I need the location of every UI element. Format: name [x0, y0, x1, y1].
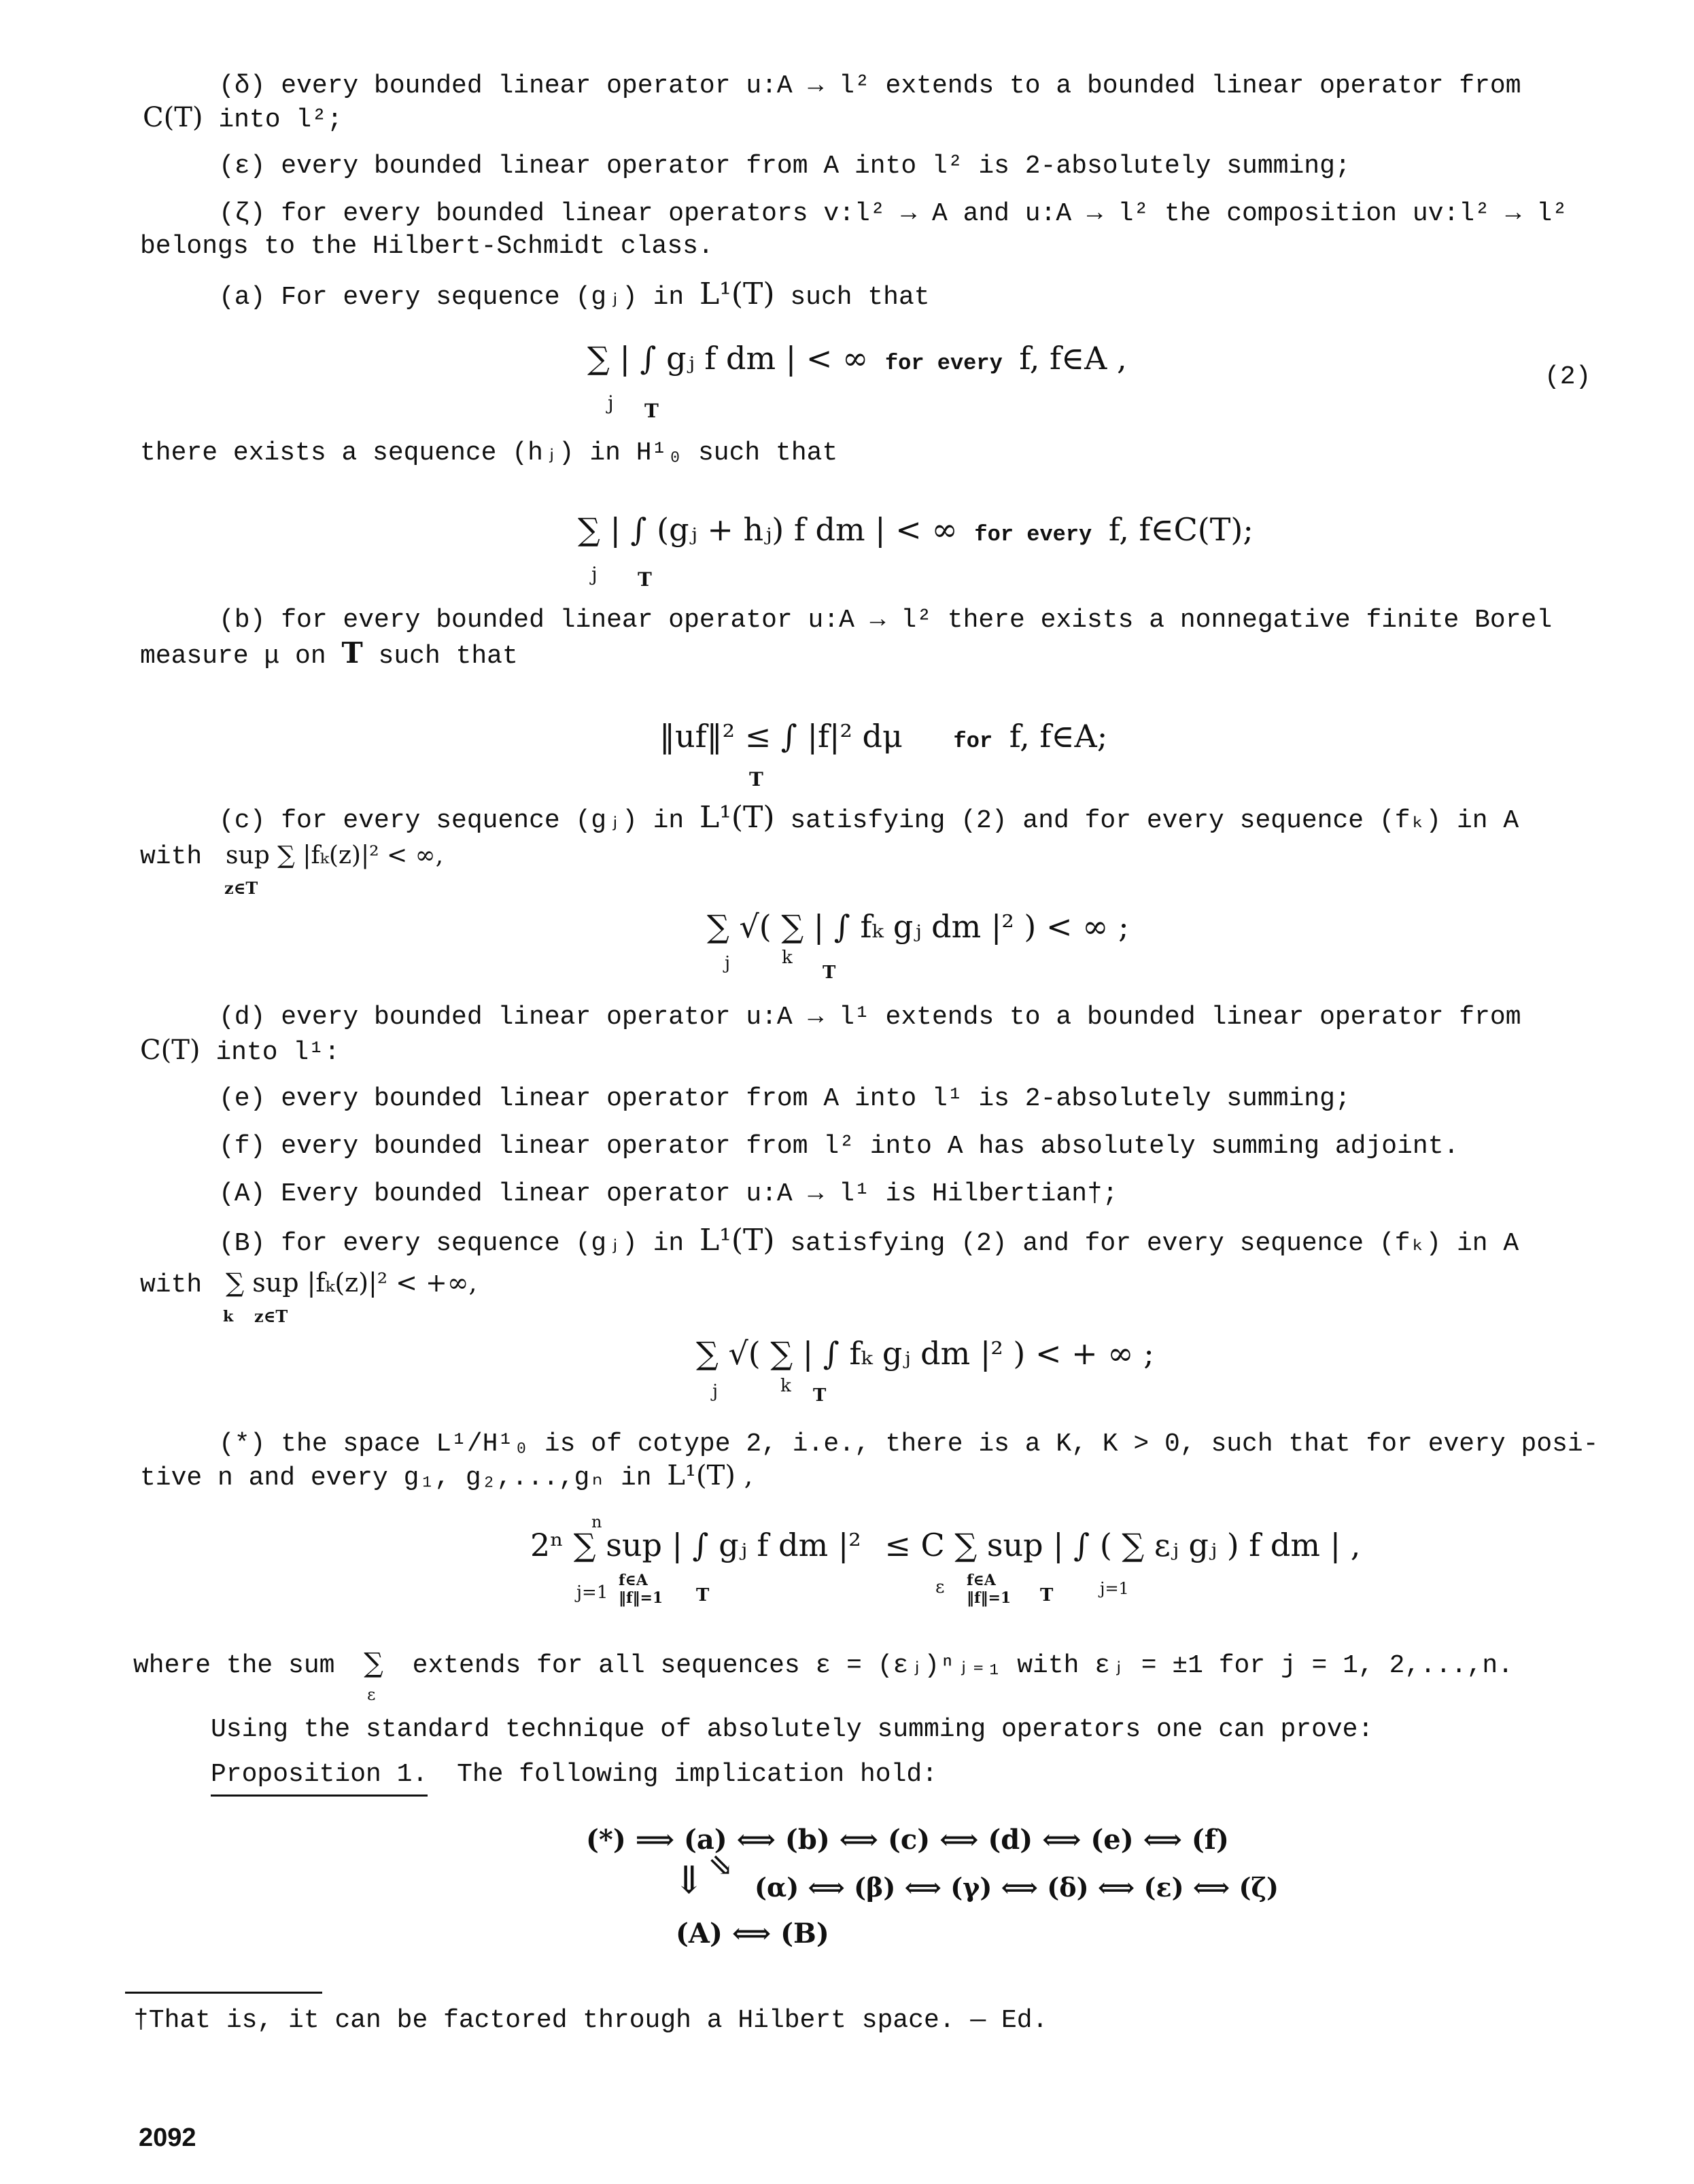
text-span: where the sum: [133, 1651, 335, 1680]
sup-index: ‖f‖=1: [619, 1589, 663, 1607]
integral-domain: T: [823, 963, 836, 983]
text-span: into l¹:: [215, 1038, 340, 1067]
text-line: Using the standard technique of absolutely summing operators one can prove:: [211, 1715, 1374, 1744]
sum-symbol: ∑: [364, 1648, 383, 1679]
sum-index: k: [780, 1376, 791, 1396]
text-line: [140, 1267, 477, 1301]
implication-diagonal-arrow: ⇘: [708, 1848, 733, 1883]
sum-index: ε: [935, 1577, 945, 1597]
equation-rhs: f, f∈A ,: [1019, 340, 1127, 377]
text-line: (f) every bounded linear operator from l² into A has absolutely summing adjoint.: [219, 1132, 1459, 1161]
text-span: into l²;: [218, 105, 343, 135]
equation-b: [659, 718, 1107, 760]
sum-upper: n: [591, 1512, 602, 1531]
sub-index: z∈T: [254, 1306, 288, 1326]
equation-2: [587, 340, 1127, 382]
integral-domain: T: [644, 400, 659, 422]
sum-index: k: [782, 948, 793, 968]
sum-index: j: [608, 392, 614, 414]
condition: ∑ sup |fₖ(z)|² < +∞,: [226, 1268, 477, 1298]
space-symbol: L¹(T): [699, 277, 775, 311]
equation-lhs: ∑ | ∫ gⱼ f dm | < ∞: [587, 340, 869, 377]
implication-down-arrow: ⇓: [673, 1858, 705, 1903]
sub-index: z∈T: [224, 878, 258, 898]
page-number: 2092: [139, 2124, 196, 2152]
equation-text: for every: [884, 351, 1003, 376]
space-symbol: T: [341, 636, 363, 670]
text-span: with: [140, 842, 203, 871]
text-span: satisfying (2) and for every sequence (fₖ) in A: [790, 806, 1519, 835]
equation-rhs: f, f∈C(T);: [1108, 511, 1254, 548]
equation-rhs: f, f∈A;: [1009, 718, 1108, 755]
proposition-label: Proposition 1.: [211, 1760, 428, 1797]
integral-domain: T: [813, 1385, 827, 1406]
text-line: [140, 840, 443, 873]
text-line: belongs to the Hilbert-Schmidt class.: [140, 232, 714, 261]
text-span: satisfying (2) and for every sequence (fₖ) in A: [790, 1229, 1519, 1258]
text-line: (b) for every bounded linear operator u:A → l² there exists a nonnegative finite Borel: [219, 606, 1553, 635]
text-span: with: [140, 1270, 203, 1300]
text-line: [133, 1648, 1513, 1682]
text-line: there exists a sequence (hⱼ) in H¹₀ such that: [140, 438, 838, 468]
sum-index: j: [712, 1381, 719, 1402]
footnote-rule: [125, 1992, 322, 1994]
implication-row-3: (A) ⟺ (B): [676, 1918, 829, 1949]
footnote: †That is, it can be factored through a Hilbert space. — Ed.: [133, 2006, 1048, 2035]
text-line: (*) the space L¹/H¹₀ is of cotype 2, i.e., there is a K, K > 0, such that for every posi-: [219, 1429, 1599, 1459]
integral-domain: T: [749, 768, 763, 791]
condition: sup ∑ |fₖ(z)|² < ∞,: [226, 842, 444, 869]
text-line: [140, 1035, 340, 1069]
space-symbol: L¹(T) ,: [667, 1460, 753, 1491]
text-span: (B) for every sequence (gⱼ) in: [219, 1229, 685, 1258]
sup-index: f∈A: [967, 1572, 996, 1589]
equation-number: (2): [1544, 362, 1591, 392]
sum-index: ε: [367, 1685, 376, 1704]
integral-domain: T: [696, 1585, 710, 1606]
text-span: such that: [790, 283, 930, 312]
equation-a2: [578, 511, 1254, 553]
text-span: (c) for every sequence (gⱼ) in: [219, 806, 685, 835]
space-symbol: C(T): [140, 1035, 201, 1066]
implication-row-2: (α) ⟺ (β) ⟺ (γ) ⟺ (δ) ⟺ (ε) ⟺ (ζ): [755, 1872, 1279, 1903]
text-line: (d) every bounded linear operator u:A → l¹ extends to a bounded linear operator from: [219, 1003, 1521, 1032]
text-span: The following implication hold:: [457, 1760, 937, 1789]
implication-row-1: (*) ⟹ (a) ⟺ (b) ⟺ (c) ⟺ (d) ⟺ (e) ⟺ (f): [586, 1824, 1229, 1856]
equation-lhs: ‖uf‖² ≤ ∫ |f|² dμ: [659, 718, 903, 755]
text-line: [211, 1759, 937, 1790]
sup-index: f∈A: [619, 1572, 648, 1589]
equation-B: ∑ √( ∑ | ∫ fₖ gⱼ dm |² ) < + ∞ ;: [696, 1335, 1154, 1372]
space-symbol: L¹(T): [699, 800, 775, 835]
sum-index: k: [223, 1308, 234, 1325]
text-line: (ε) every bounded linear operator from A into l² is 2-absolutely summing;: [219, 152, 1351, 181]
text-line: [140, 638, 518, 672]
equation-lhs: ∑ | ∫ (gⱼ + hⱼ) f dm | < ∞: [578, 511, 958, 548]
text-line: [219, 279, 930, 313]
sum-lower: j=1: [1100, 1579, 1129, 1598]
text-line: (e) every bounded linear operator from A into l¹ is 2-absolutely summing;: [219, 1084, 1351, 1113]
text-line: [143, 102, 343, 136]
text-line: [219, 1225, 1519, 1260]
equation-lhs: 2ⁿ ∑ sup | ∫ gⱼ f dm |²: [530, 1527, 861, 1563]
sum-index: j: [725, 953, 731, 973]
space-symbol: C(T): [143, 102, 203, 133]
text-span: such that: [378, 642, 518, 671]
sum-lower: j=1: [576, 1582, 608, 1603]
text-span: measure μ on: [140, 642, 326, 671]
equation-c: ∑ √( ∑ | ∫ fₖ gⱼ dm |² ) < ∞ ;: [707, 908, 1129, 945]
text-line: [219, 802, 1519, 837]
equation-text: for: [953, 729, 993, 754]
text-line: [140, 1460, 753, 1494]
sum-index: j: [591, 563, 598, 585]
text-span: extends for all sequences ε = (εⱼ)ⁿⱼ₌₁ with εⱼ = ±1 for j = 1, 2,...,n.: [412, 1651, 1514, 1680]
integral-domain: T: [1040, 1585, 1054, 1606]
equation-cotype: [530, 1527, 1360, 1563]
text-line: (A) Every bounded linear operator u:A → l¹ is Hilbertian†;: [219, 1179, 1118, 1209]
space-symbol: L¹(T): [699, 1223, 775, 1258]
integral-domain: T: [638, 568, 652, 591]
equation-rhs: ≤ C ∑ sup | ∫ ( ∑ εⱼ gⱼ ) f dm | ,: [884, 1527, 1361, 1563]
text-span: tive n and every g₁, g₂,...,gₙ in: [140, 1463, 652, 1493]
equation-text: for every: [974, 522, 1092, 547]
text-line: (δ) every bounded linear operator u:A → l² extends to a bounded linear operator from: [219, 71, 1521, 101]
sup-index: ‖f‖=1: [967, 1589, 1012, 1607]
text-line: (ζ) for every bounded linear operators v:l² → A and u:A → l² the composition uv:l² → l²: [219, 199, 1568, 228]
text-span: (a) For every sequence (gⱼ) in: [219, 283, 685, 312]
